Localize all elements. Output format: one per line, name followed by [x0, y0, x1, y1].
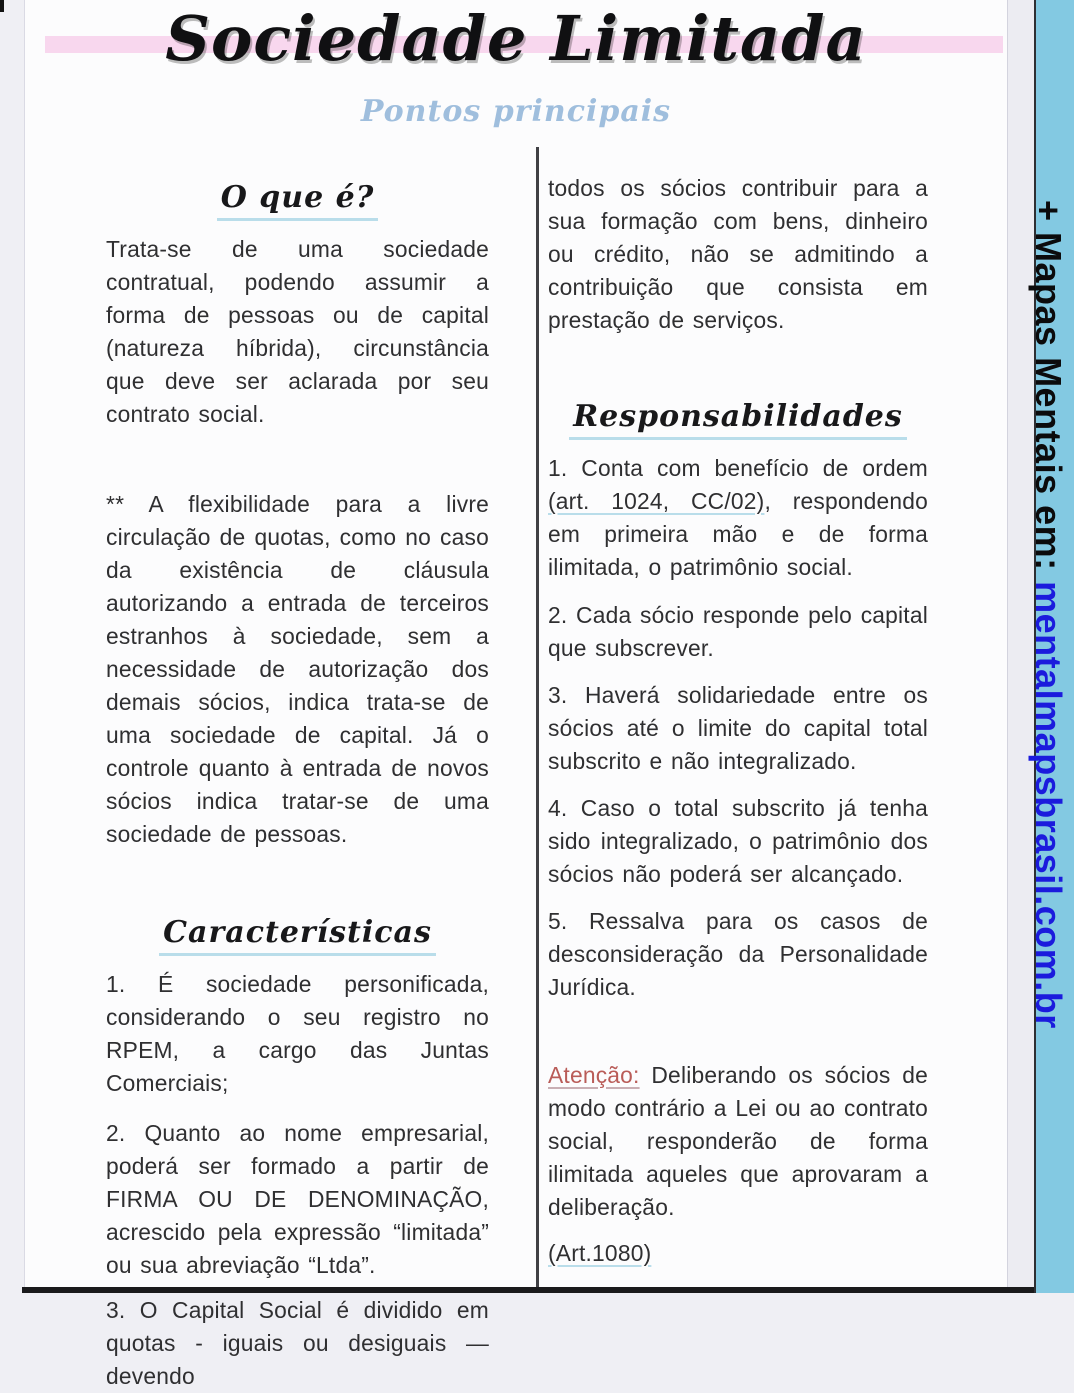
list-item-caracteristica-1: 1. É sociedade personificada, considerando o seu registro no RPEM, a cargo das Juntas Comerciais; [106, 971, 489, 1096]
page-left-margin [0, 0, 25, 1293]
paragraph-attention [548, 1059, 928, 1224]
list-item-responsabilidade-2: 2. Cada sócio responde pelo capital que subscrever. [548, 602, 928, 661]
section-heading-text: Características [159, 915, 436, 956]
section-heading-responsabilidades [548, 399, 928, 440]
list-item-responsabilidade-3: 3. Haverá solidariedade entre os sócios até o limite do capital total subscrito e não integralizado. [548, 682, 928, 774]
promo-label: + Mapas Mentais em: [1028, 200, 1069, 582]
column-divider [536, 147, 539, 1288]
right-column [548, 172, 928, 1270]
page-subtitle: Pontos principais [360, 94, 672, 129]
section-heading-o-que-e [106, 180, 489, 221]
list-item-caracteristica-2: 2. Quanto ao nome empresarial, poderá ser formado a partir de FIRMA OU DE DENOMINAÇÃO, acrescido pela expressão “limitada” ou sua abreviação “Ltda”. [106, 1120, 489, 1278]
law-reference: (art. 1024, CC/02) [548, 488, 765, 514]
article-reference [548, 1237, 928, 1270]
left-column [106, 180, 489, 1393]
section-heading-text: Responsabilidades [569, 399, 907, 440]
list-item-responsabilidade-5: 5. Ressalva para os casos de desconsideração da Personalidade Jurídica. [548, 908, 928, 1000]
promo-text [1027, 200, 1069, 1029]
page-title: Sociedade Limitada [165, 2, 867, 75]
attention-label: Atenção: [548, 1062, 640, 1088]
list-item-text: 1. Conta com benefício de ordem [548, 455, 928, 481]
list-item-caracteristica-3: 3. O Capital Social é dividido em quotas - iguais ou desiguais — devendo [106, 1297, 489, 1389]
section-heading-text: O que é? [217, 180, 379, 221]
section-heading-caracteristicas [106, 915, 489, 956]
list-item-responsabilidade-4: 4. Caso o total subscrito já tenha sido integralizado, o patrimônio dos sócios não poderá ser alcançado. [548, 795, 928, 887]
attention-text: Deliberando os sócios de modo contrário a Lei ou ao contrato social, responderão de forma ilimitada aqueles que aprovaram a deliberação. [548, 1062, 928, 1220]
promo-sidebar [1028, 0, 1074, 1293]
list-item-responsabilidade-1 [548, 452, 928, 584]
paragraph-definition: Trata-se de uma sociedade contratual, podendo assumir a forma de pessoas ou de capital (natureza híbrida), circunstância que deve ser aclarada por seu contrato social. [106, 236, 489, 427]
scan-corner-mark [0, 0, 4, 12]
list-item-text: , respondendo em primeira mão e de forma ilimitada, o patrimônio social. [548, 488, 928, 580]
paragraph-continuation: todos os sócios contribuir para a sua formação com bens, dinheiro ou crédito, não se admitindo a contribuição que consista em prestação de serviços. [548, 175, 928, 333]
promo-site-url: mentalmapsbrasil.com.br [1028, 581, 1069, 1029]
article-reference-text: (Art.1080) [548, 1240, 652, 1266]
paragraph-note-quotas: ** A flexibilidade para a livre circulação de quotas, como no caso da existência de cláusula autorizando a entrada de terceiros estranhos à sociedade, sem a necessidade de autorização dos demais sócios, indica trata-se de uma sociedade de capital. Já o controle quanto à entrada de novos sócios indica tratar-se de uma sociedade de pessoas. [106, 491, 489, 847]
